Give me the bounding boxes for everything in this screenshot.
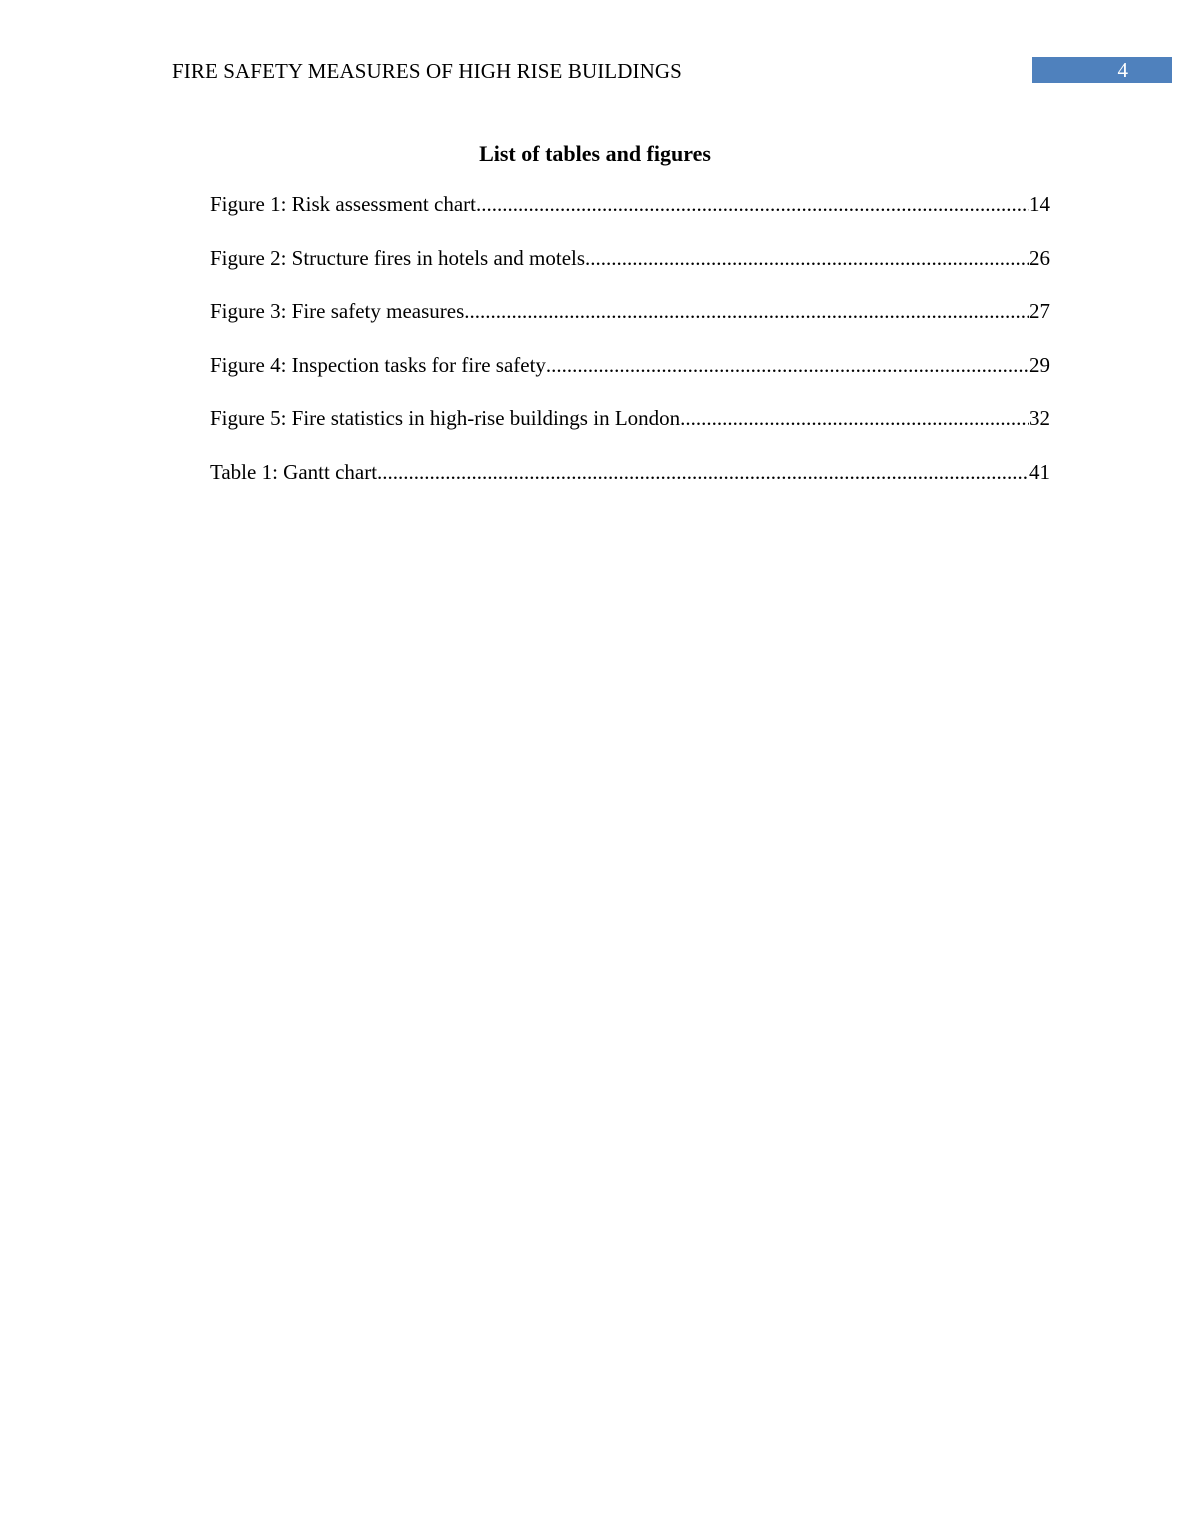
toc-entry-page: 32 — [1029, 406, 1050, 430]
toc-entry-page: 27 — [1029, 299, 1050, 323]
dot-leader — [377, 458, 1029, 486]
toc-entry-label: Figure 1: Risk assessment chart — [210, 192, 476, 216]
page-header — [0, 0, 1190, 100]
toc-entry-page: 26 — [1029, 245, 1050, 270]
toc-entry-label: Figure 3: Fire safety measures — [210, 299, 465, 323]
toc-entry-label: Figure 5: Fire statistics in high-rise buildings in London — [210, 406, 681, 430]
dot-leader — [680, 404, 1029, 432]
page-number: 4 — [1117, 58, 1128, 82]
toc-entry-label: Figure 4: Inspection tasks for fire safety — [210, 352, 546, 377]
toc-entry-table-1[interactable] — [210, 458, 1050, 512]
running-head-title: FIRE SAFETY MEASURES OF HIGH RISE BUILDINGS — [172, 59, 682, 83]
toc-entry-figure-4[interactable] — [210, 351, 1050, 405]
dot-leader — [585, 244, 1029, 272]
dot-leader — [546, 351, 1029, 379]
toc-entry-label: Table 1: Gantt chart — [210, 459, 378, 484]
table-of-figures — [210, 190, 1050, 511]
toc-entry-figure-1[interactable] — [210, 190, 1050, 244]
toc-entry-label: Figure 2: Structure fires in hotels and motels — [210, 245, 586, 270]
dot-leader — [464, 297, 1029, 325]
dot-leader — [476, 190, 1029, 218]
toc-entry-page: 29 — [1029, 352, 1050, 377]
toc-entry-figure-3[interactable] — [210, 297, 1050, 351]
toc-entry-page: 14 — [1029, 192, 1050, 216]
toc-entry-page: 41 — [1029, 459, 1050, 484]
list-title: List of tables and figures — [479, 141, 711, 166]
toc-entry-figure-5[interactable] — [210, 404, 1050, 458]
page-number-box — [1032, 57, 1172, 83]
toc-entry-figure-2[interactable] — [210, 244, 1050, 298]
